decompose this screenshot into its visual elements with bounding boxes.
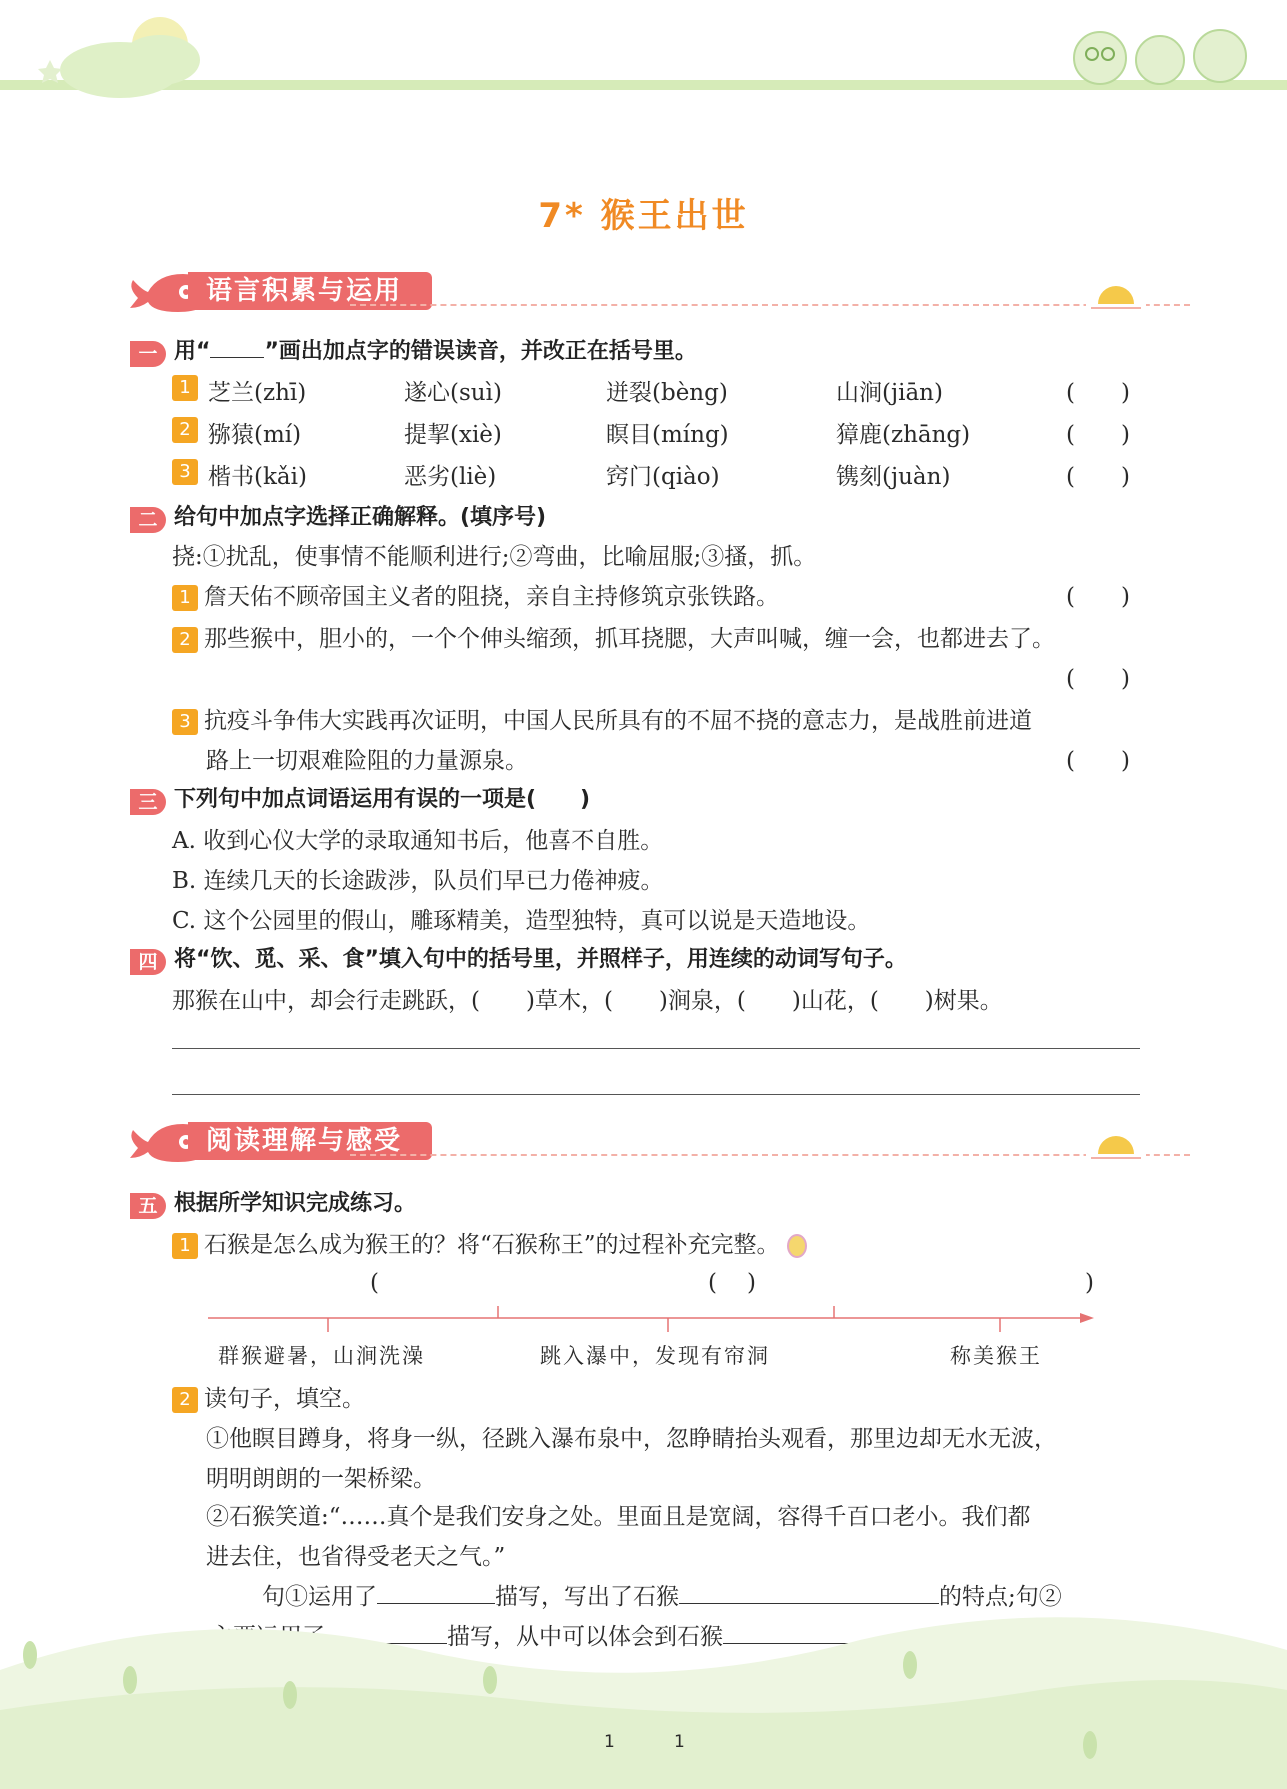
q5-passage-1: ①他瞑目蹲身，将身一纵，径跳入瀑布泉中，忽睁睛抬头观看，那里边却无水无波， [206,1426,1057,1452]
q1-underline-sample [210,337,264,358]
sunset-icon [1086,272,1146,314]
q5-fill-line-2: 描写，从中可以体会到石猴 [210,1618,1095,1651]
answer-paren[interactable]: ( ) [1066,464,1130,490]
answer-paren[interactable]: ( ) [1066,666,1130,692]
section-title-1: 语言积累与运用 [188,272,432,310]
q2-heading: 二 给句中加点字选择正确解释。(填序号) [130,500,546,533]
page-number-left: 1 [604,1732,615,1752]
section-banner-1 [50,268,1230,314]
q3-option-a[interactable]: A. 收到心仪大学的录取通知书后，他喜不自胜。 [172,828,664,854]
q4-heading: 四 将“饮、觅、采、食”填入句中的括号里，并照样子，用连续的动词写句子。 [130,942,907,975]
q1-heading: 一 用“ ”画出加点字的错误读音，并改正在括号里。 [130,334,697,367]
q5-passage-1-cont: 明明朗朗的一架桥梁。 [206,1466,436,1492]
page-number-right: 1 [674,1732,685,1752]
answer-paren[interactable]: ( ) [1066,584,1130,610]
q5-sub-1: 1 石猴是怎么成为猴王的？将“石猴称王”的过程补充完整。 [172,1226,807,1259]
q2-sentence-2: 2 那些猴中，胆小的，一个个伸头缩颈，抓耳挠腮，大声叫喊，缠一会，也都进去了。 [172,620,1055,653]
q2-definition: 挠:①扰乱，使事情不能顺利进行;②弯曲，比喻屈服;③搔，抓。 [172,544,817,570]
q2-sentence-3: 3 抗疫斗争伟大实践再次证明，中国人民所具有的不屈不挠的意志力，是战胜前进道 [172,702,1032,735]
q4-sentence: 那猴在山中，却会行走跳跃，( )草木，( )涧泉，( )山花，( )树果。 [172,988,1003,1014]
timeline-paren-1[interactable]: ( ) [370,1270,756,1296]
q5-heading: 五 根据所学知识完成练习。 [130,1186,416,1219]
q1-row-2: 2 猕猿(mí) 提挈(xiè) 瞑目(míng) 獐鹿(zhāng) ( ) [172,416,1152,448]
q3-option-b[interactable]: B. 连续几天的长途跋涉，队员们早已力倦神疲。 [172,868,664,894]
timeline-arrow [200,1300,1100,1336]
writing-line-1[interactable] [172,1048,1140,1049]
q3-heading: 三 下列句中加点词语运用有误的一项是( ) [130,782,590,815]
timeline-step-1: 群猴避暑，山涧洗澡 [218,1344,425,1368]
q2-sentence-1: 1 詹天佑不顾帝国主义者的阻挠，亲自主持修筑京张铁路。 [172,578,779,611]
q2-sentence-3-cont: 路上一切艰难险阻的力量源泉。 [206,748,528,774]
q5-passage-2: ②石猴笑道:“……真个是我们安身之处。里面且是宽阔，容得千百口老小。我们都 [206,1504,1031,1530]
section-dash-2 [350,1154,1190,1156]
page-title: 7* 猴王出世 [538,196,749,236]
lightbulb-icon [787,1234,807,1258]
answer-paren[interactable]: ( ) [1066,380,1130,406]
animals-illustration [1060,20,1260,90]
timeline-paren-2[interactable]: ( ) [708,1270,1094,1296]
q3-option-c[interactable]: C. 这个公园里的假山，雕琢精美，造型独特，真可以说是天造地设。 [172,908,871,934]
timeline-step-3: 称美猴王 [950,1344,1042,1368]
q1-row-1: 1 芝兰(zhī) 遂心(suì) 迸裂(bèng) 山涧(jiān) ( ) [172,374,1152,406]
answer-paren[interactable]: ( ) [1066,422,1130,448]
q1-number: 一 [130,341,166,367]
q5-passage-2-cont: 进去住，也省得受老天之气。” [206,1544,506,1570]
bottom-hills-illustration [0,1560,1287,1789]
answer-paren[interactable]: ( ) [1066,748,1130,774]
timeline-step-2: 跳入瀑中，发现有帘洞 [540,1344,770,1368]
q5-fill-line-1: 句①运用了 描写，写出了石猴 的特点;句② [262,1584,1062,1610]
sun-cloud-illustration [20,0,220,110]
writing-line-2[interactable] [172,1094,1140,1095]
section-dash-1 [350,304,1190,306]
section-title-2: 阅读理解与感受 [188,1122,432,1160]
q5-sub-2: 2 读句子，填空。 [172,1380,365,1413]
section-banner-2 [50,1118,1230,1164]
sunset-icon [1086,1122,1146,1164]
q1-row-3: 3 楷书(kǎi) 恶劣(liè) 窍门(qiào) 镌刻(juàn) ( ) [172,458,1152,490]
